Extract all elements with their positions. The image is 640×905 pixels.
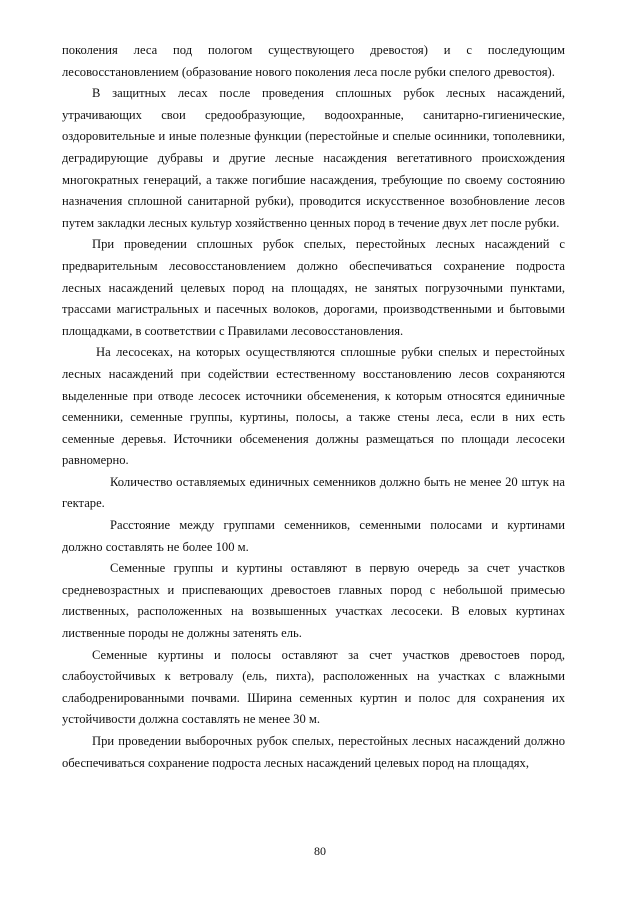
paragraph-seed-groups: Семенные группы и куртины оставляют в первую очередь за счет участков средневозрастных и приспевающих древостоев главных пород с небольшой примесью лиственных, расположенных на возвышенных участках лесосеки. В еловых куртинах лиственные породы не должны затенять ель. [62,561,565,641]
paragraph-seed-strips: Семенные куртины и полосы оставляют за счет участков древостоев пород, слабоустойчивых к ветровалу (ель, пихта), расположенных на участках с влажными слабодренированными почвами. Ширина семенных куртин и полос для сохранения их устойчивости должна составлять не менее 30 м. [62,647,565,727]
paragraph-clear-cutting-preliminary: При проведении сплошных рубок спелых, перестойных лесных насаждений с предварительным лесовосстановлением должно обеспечиваться сохранение подроста лесных насаждений целевых пород на площадях, не занятых погрузочными пунктами, трассами магистральных и пасечных волоков, дорогами, производственными и бытовыми площадками, в соответствии с Правилами лесовосстановления. [62,237,565,338]
paragraph-protective-forests: В защитных лесах после проведения сплошных рубок лесных насаждений, утрачивающих свои средообразующие, водоохранные, санитарно-гигиенические, оздоровительные и иные полезные функции (перестойные и спелые осинники, тополевники, деградирующие дубравы и другие лесные насаждения вегетативного происхождения многократных генераций, а также погибшие насаждения, требующие по своему состоянию назначения сплошной санитарной рубки), проводится искусственное возобновление лесов путем закладки лесных культур хозяйственно ценных пород в течение двух лет после рубки. [62,86,565,230]
paragraph-continuation: поколения леса под пологом существующего древостоя) и с последующим лесовосстановлением (образование нового поколения леса после рубки спелого древостоя). [62,43,565,79]
paragraph-seed-tree-count: Количество оставляемых единичных семенников должно быть не менее 20 штук на гектаре. [62,474,565,511]
paragraph-cutting-areas: На лесосеках, на которых осуществляются сплошные рубки спелых и перестойных лесных насаждений при содействии естественному восстановлению лесов сохраняются выделенные при отводе лесосек источники обсеменения, к которым относятся единичные семенники, семенные группы, куртины, полосы, а также стены леса, если в них есть семенные деревья. Источники обсеменения должны размещаться по площади лесосеки равномерно. [62,345,565,468]
paragraph-group-distance: Расстояние между группами семенников, семенными полосами и куртинами должно составлять не более 100 м. [62,518,565,554]
body-text [62,40,565,774]
paragraph-selective-cutting: При проведении выборочных рубок спелых, перестойных лесных насаждений должно обеспечиваться сохранение подроста лесных насаждений целевых пород на площадях, [62,734,565,770]
page-number: 80 [314,844,326,858]
